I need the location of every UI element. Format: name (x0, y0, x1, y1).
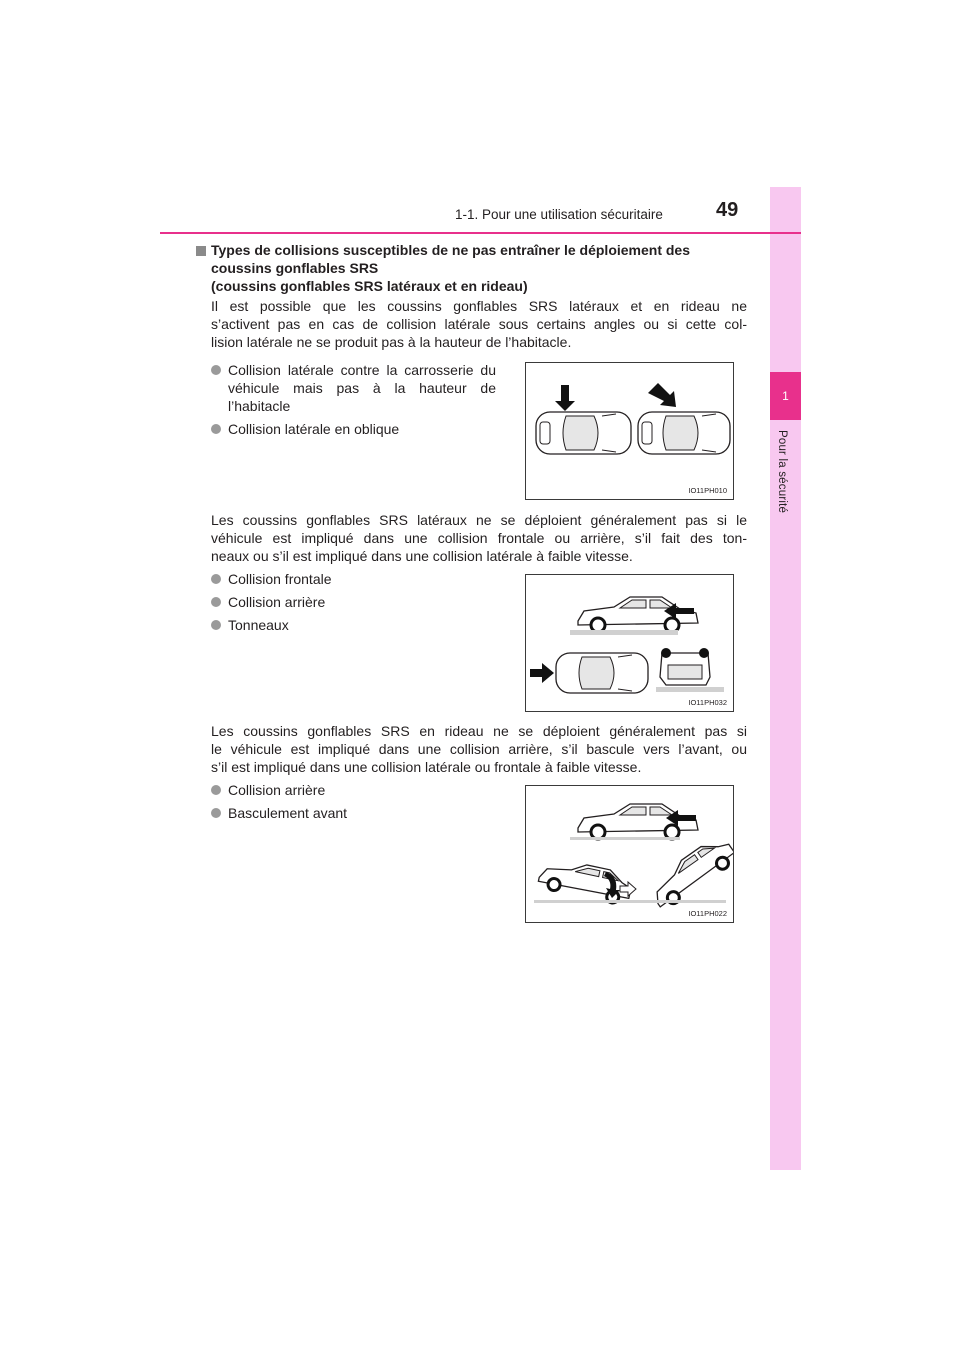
bullet-dot-icon (211, 574, 221, 584)
list-item: Collision latérale contre la carrosserie du véhicule mais pas à la hauteur de l’habitacle (211, 361, 496, 415)
frontal-rear-rollover-figure (525, 574, 734, 712)
paragraph-line: véhicule est impliqué dans une collision frontale ou arrière, s’il fait des ton- (211, 530, 747, 546)
chapter-label: Pour la sécurité (776, 430, 788, 514)
list-item: Basculement avant (211, 804, 491, 822)
bullet-list-1 (211, 361, 496, 443)
list-item: Collision latérale en oblique (211, 420, 496, 438)
bullet-list-2 (211, 570, 491, 639)
paragraph-line: le véhicule est impliqué dans une collision arrière, s’il bascule vers l’avant, ou (211, 741, 747, 757)
list-item: Collision frontale (211, 570, 491, 588)
paragraph-line: lision latérale ne se produit pas à la hauteur de l’habitacle. (211, 334, 572, 350)
heading-square-icon (196, 246, 206, 256)
figure-code: IO11PH010 (688, 486, 727, 495)
page-number: 49 (716, 199, 739, 221)
list-item: Collision arrière (211, 781, 491, 799)
paragraph-3 (211, 722, 747, 776)
paragraph-line: Les coussins gonflables SRS latéraux ne se déploient généralement pas si le (211, 512, 747, 528)
list-item: Tonneaux (211, 616, 491, 634)
header-rule (160, 232, 801, 234)
paragraph-line: s’il est impliqué dans une collision latérale ou frontale à faible vitesse. (211, 759, 642, 775)
bullet-dot-icon (211, 785, 221, 795)
paragraph-2 (211, 511, 747, 565)
bullet-dot-icon (211, 808, 221, 818)
rear-collision-tip-forward-figure (525, 785, 734, 923)
chapter-side-tab (770, 187, 801, 1170)
paragraph-line: Il est possible que les coussins gonflables SRS latéraux et en rideau ne (211, 298, 747, 314)
chapter-number: 1 (770, 372, 801, 420)
heading-line: coussins gonflables SRS (211, 260, 379, 276)
side-collision-figure (525, 362, 734, 500)
list-item: Collision arrière (211, 593, 491, 611)
paragraph-line: s’activent pas en cas de collision latérale sous certains angles ou si cette col- (211, 316, 747, 332)
bullet-dot-icon (211, 424, 221, 434)
bullet-list-3 (211, 781, 491, 827)
paragraph-line: Les coussins gonflables SRS en rideau ne se déploient généralement pas si (211, 723, 747, 739)
heading-line: Types de collisions susceptibles de ne pas entraîner le déploiement des (211, 242, 691, 258)
figure-code: IO11PH032 (688, 698, 727, 707)
section-heading (211, 241, 747, 295)
intro-paragraph (211, 297, 747, 351)
bullet-dot-icon (211, 365, 221, 375)
bullet-dot-icon (211, 620, 221, 630)
figure-code: IO11PH022 (688, 909, 727, 918)
bullet-dot-icon (211, 597, 221, 607)
paragraph-line: neaux ou s’il est impliqué dans une collision latérale à faible vitesse. (211, 548, 633, 564)
section-title: 1-1. Pour une utilisation sécuritaire (455, 207, 663, 222)
heading-line: (coussins gonflables SRS latéraux et en rideau) (211, 278, 528, 294)
